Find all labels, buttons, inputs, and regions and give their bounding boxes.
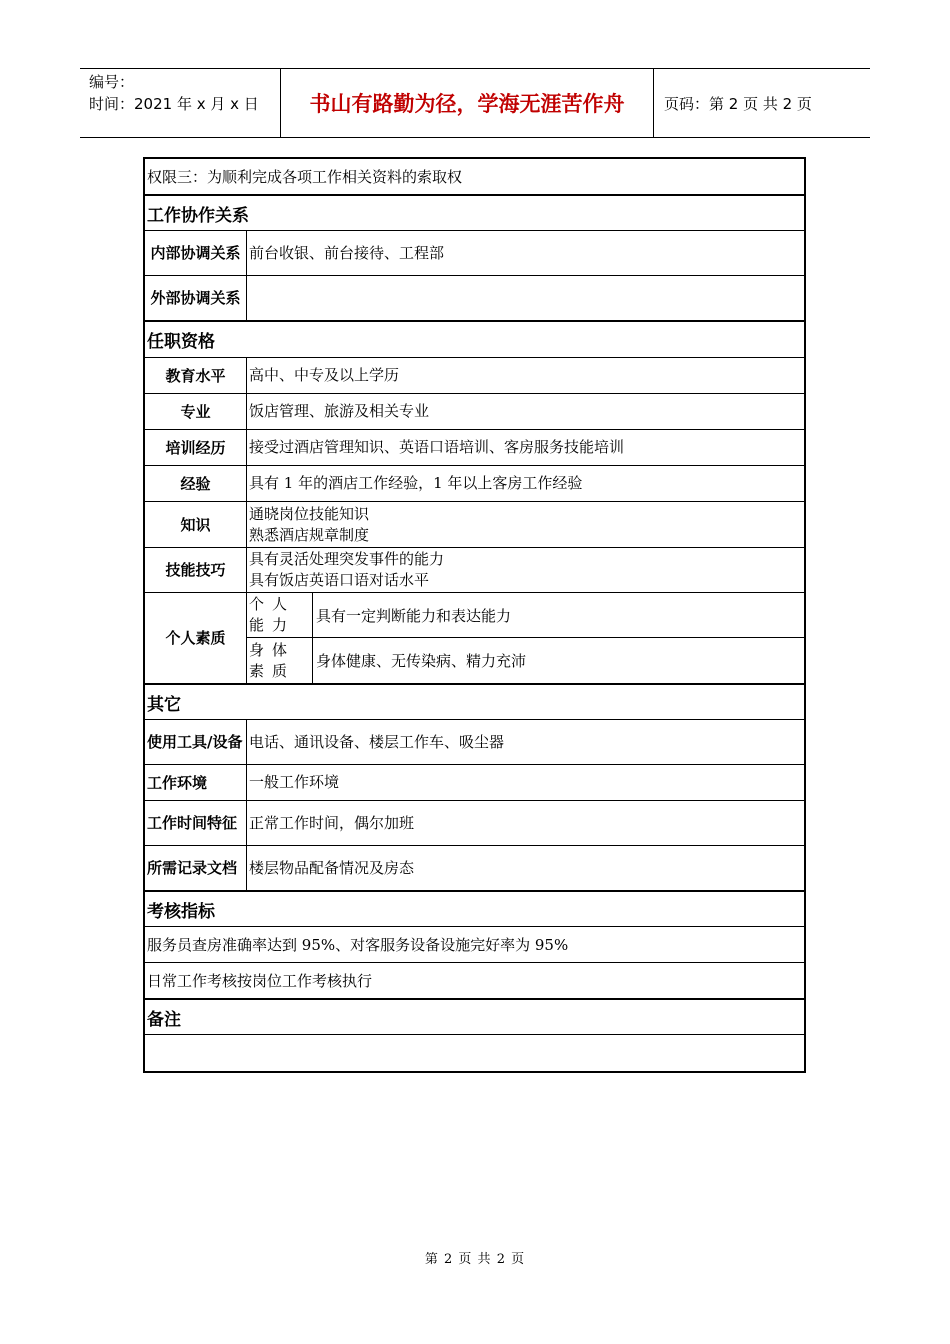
exp-value: 具有 1 年的酒店工作经验，1 年以上客房工作经验 (249, 474, 583, 492)
table-row (145, 358, 804, 394)
table-row (145, 231, 804, 276)
physical-label: 身体素质 (247, 638, 313, 683)
table-row (145, 548, 804, 593)
header-meta (80, 69, 281, 137)
table-row (145, 846, 804, 892)
personal-label: 个人素质 (145, 593, 247, 683)
table-row (145, 765, 804, 801)
number-label: 编号： (89, 73, 135, 91)
page-footer: 第 2 页 共 2 页 (424, 1252, 526, 1267)
internal-label: 内部协调关系 (145, 231, 247, 275)
table-row (145, 394, 804, 430)
table-row (145, 963, 804, 1000)
table-row (145, 927, 804, 963)
edu-value: 高中、中专及以上学历 (249, 366, 400, 384)
env-value: 一般工作环境 (249, 773, 340, 791)
section-title-collab: 工作协作关系 (147, 205, 249, 226)
motto: 书山有路勤为径，学海无涯苦作舟 (281, 69, 654, 137)
table-row (145, 593, 804, 685)
skill-line: 具有灵活处理突发事件的能力 (249, 550, 445, 568)
worktime-value: 正常工作时间，偶尔加班 (249, 813, 415, 832)
major-value: 饭店管理、旅游及相关专业 (249, 402, 430, 420)
skill-label: 技能技巧 (145, 548, 247, 592)
knowledge-line: 熟悉酒店规章制度 (249, 525, 370, 544)
edu-label: 教育水平 (145, 358, 247, 393)
section-title-other: 其它 (147, 694, 181, 715)
table-row (145, 1035, 804, 1071)
section-title-qual: 任职资格 (147, 332, 215, 352)
knowledge-label: 知识 (145, 502, 247, 547)
section-header (145, 322, 804, 358)
knowledge-value (247, 502, 804, 547)
subtable-row (247, 593, 804, 638)
internal-value: 前台收银、前台接待、工程部 (249, 243, 445, 262)
skill-value (247, 548, 804, 592)
time-label: 时间：2021 年 x 月 x 日 (89, 95, 259, 113)
section-title-kpi: 考核指标 (147, 901, 215, 922)
authority-text: 权限三：为顺利完成各项工作相关资料的索取权 (147, 168, 463, 186)
ability-label: 个人能力 (247, 593, 313, 637)
subtable-row (247, 638, 804, 683)
page-header (80, 68, 870, 138)
page-info: 页码：第 2 页 共 2 页 (664, 94, 812, 113)
physical-value: 身体健康、无传染病、精力充沛 (316, 652, 527, 670)
training-value: 接受过酒店管理知识、英语口语培训、客房服务技能培训 (249, 438, 625, 456)
section-header (145, 685, 804, 720)
exp-label: 经验 (145, 466, 247, 501)
notes-value (145, 1035, 804, 1071)
external-value (247, 276, 804, 320)
kpi-item: 服务员查房准确率达到 95%、对客服务设备设施完好率为 95% (147, 936, 569, 954)
table-row (145, 720, 804, 765)
table-row (145, 430, 804, 466)
table-row (145, 276, 804, 322)
training-label: 培训经历 (145, 430, 247, 465)
table-row (145, 159, 804, 196)
skill-line: 具有饭店英语口语对话水平 (249, 571, 430, 589)
docs-value: 楼层物品配备情况及房态 (249, 858, 415, 877)
job-description-table (143, 157, 806, 1073)
section-header (145, 892, 804, 927)
external-label: 外部协调关系 (145, 276, 247, 320)
major-label: 专业 (145, 394, 247, 429)
tools-label: 使用工具/设备 (145, 720, 247, 764)
worktime-label: 工作时间特征 (145, 801, 247, 845)
table-row (145, 502, 804, 548)
table-row (145, 466, 804, 502)
tools-value: 电话、通讯设备、楼层工作车、吸尘器 (249, 732, 505, 751)
kpi-item: 日常工作考核按岗位工作考核执行 (147, 972, 373, 990)
ability-value: 具有一定判断能力和表达能力 (316, 606, 512, 625)
env-label: 工作环境 (145, 765, 247, 800)
docs-label: 所需记录文档 (145, 846, 247, 890)
knowledge-line: 通晓岗位技能知识 (249, 504, 370, 523)
section-title-notes: 备注 (147, 1009, 181, 1030)
section-header (145, 196, 804, 231)
personal-subtable (247, 593, 804, 683)
table-row (145, 801, 804, 846)
section-header (145, 1000, 804, 1035)
